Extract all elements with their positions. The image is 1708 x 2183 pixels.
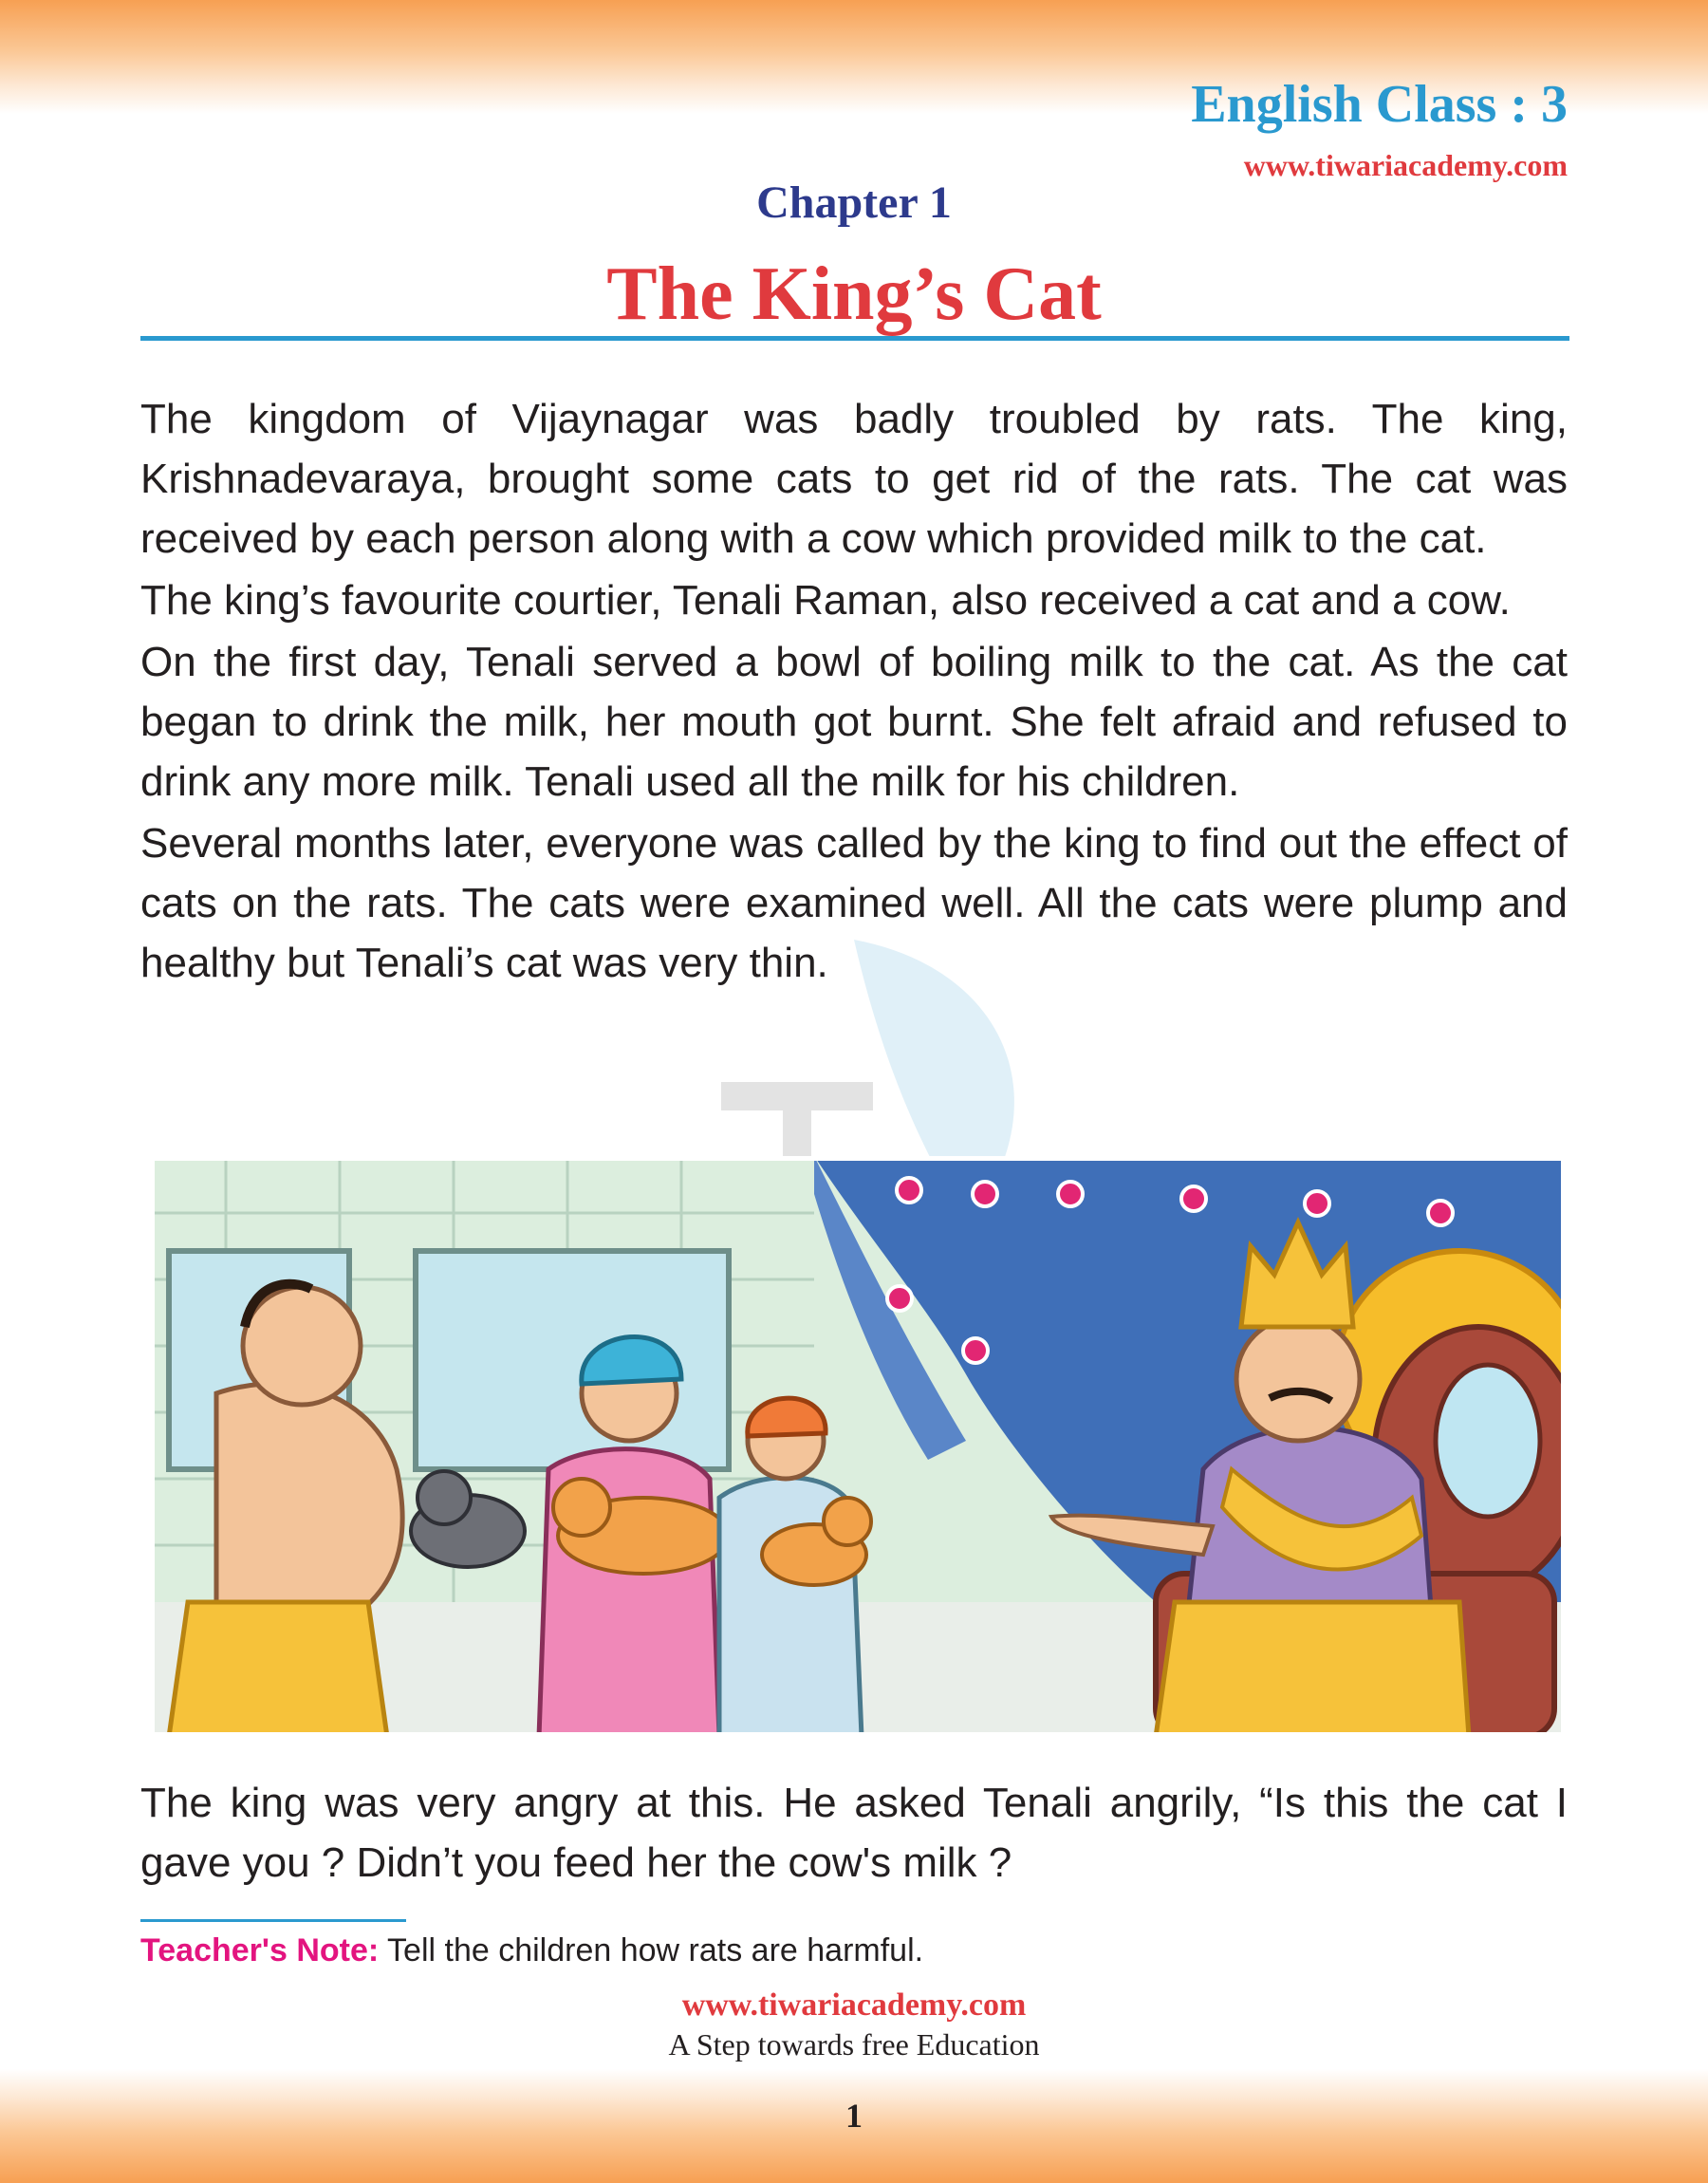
chapter-title: The King’s Cat xyxy=(606,252,1102,336)
tenali-head xyxy=(243,1287,361,1405)
title-divider xyxy=(140,336,1569,341)
tenali-dhoti xyxy=(169,1602,387,1737)
chapter-label: Chapter 1 xyxy=(756,177,952,228)
page-number: 1 xyxy=(845,2097,863,2135)
teacher-note-text: Tell the children how rats are harmful. xyxy=(387,1932,924,1968)
story-illustration xyxy=(150,1156,1566,1737)
footer-website-link[interactable]: www.tiwariacademy.com xyxy=(681,1987,1027,2023)
story-continuation xyxy=(140,1773,1568,1893)
note-divider xyxy=(140,1919,406,1922)
story-paragraph: On the first day, Tenali served a bowl of boiling milk to the cat. As the cat began to drink the milk, her mouth got burnt. She felt afraid and refused to drink any more milk. Tenali used all the milk for his children. xyxy=(140,639,1568,805)
story-paragraph: The king was very angry at this. He asked Tenali angrily, “Is this the cat I gave you ? Didn’t you feed her the cow's milk ? xyxy=(140,1780,1568,1886)
palace-window xyxy=(416,1251,729,1469)
story-paragraph: Several months later, everyone was called by the king to find out the effect of cats on the rats. The cats were examined well. All the cats were plump and healthy but Tenali’s cat was very thin. xyxy=(140,820,1568,986)
class-label: English Class : 3 xyxy=(1191,75,1568,134)
story-paragraph: The kingdom of Vijaynagar was badly troubled by rats. The king, Krishnadevaraya, brought some cats to get rid of the rats. The cat was received by each person along with a cow which provided milk to the cat. xyxy=(140,396,1568,562)
story-paragraph: The king’s favourite courtier, Tenali Raman, also received a cat and a cow. xyxy=(140,577,1511,624)
king-face xyxy=(1236,1317,1360,1441)
story-text xyxy=(140,389,1568,995)
header-website-link[interactable]: www.tiwariacademy.com xyxy=(1243,148,1568,182)
teacher-note-label: Teacher's Note: xyxy=(140,1932,380,1968)
teacher-note xyxy=(140,1929,923,1972)
footer-tagline: A Step towards free Education xyxy=(668,2027,1040,2062)
king-dhoti xyxy=(1156,1602,1469,1737)
